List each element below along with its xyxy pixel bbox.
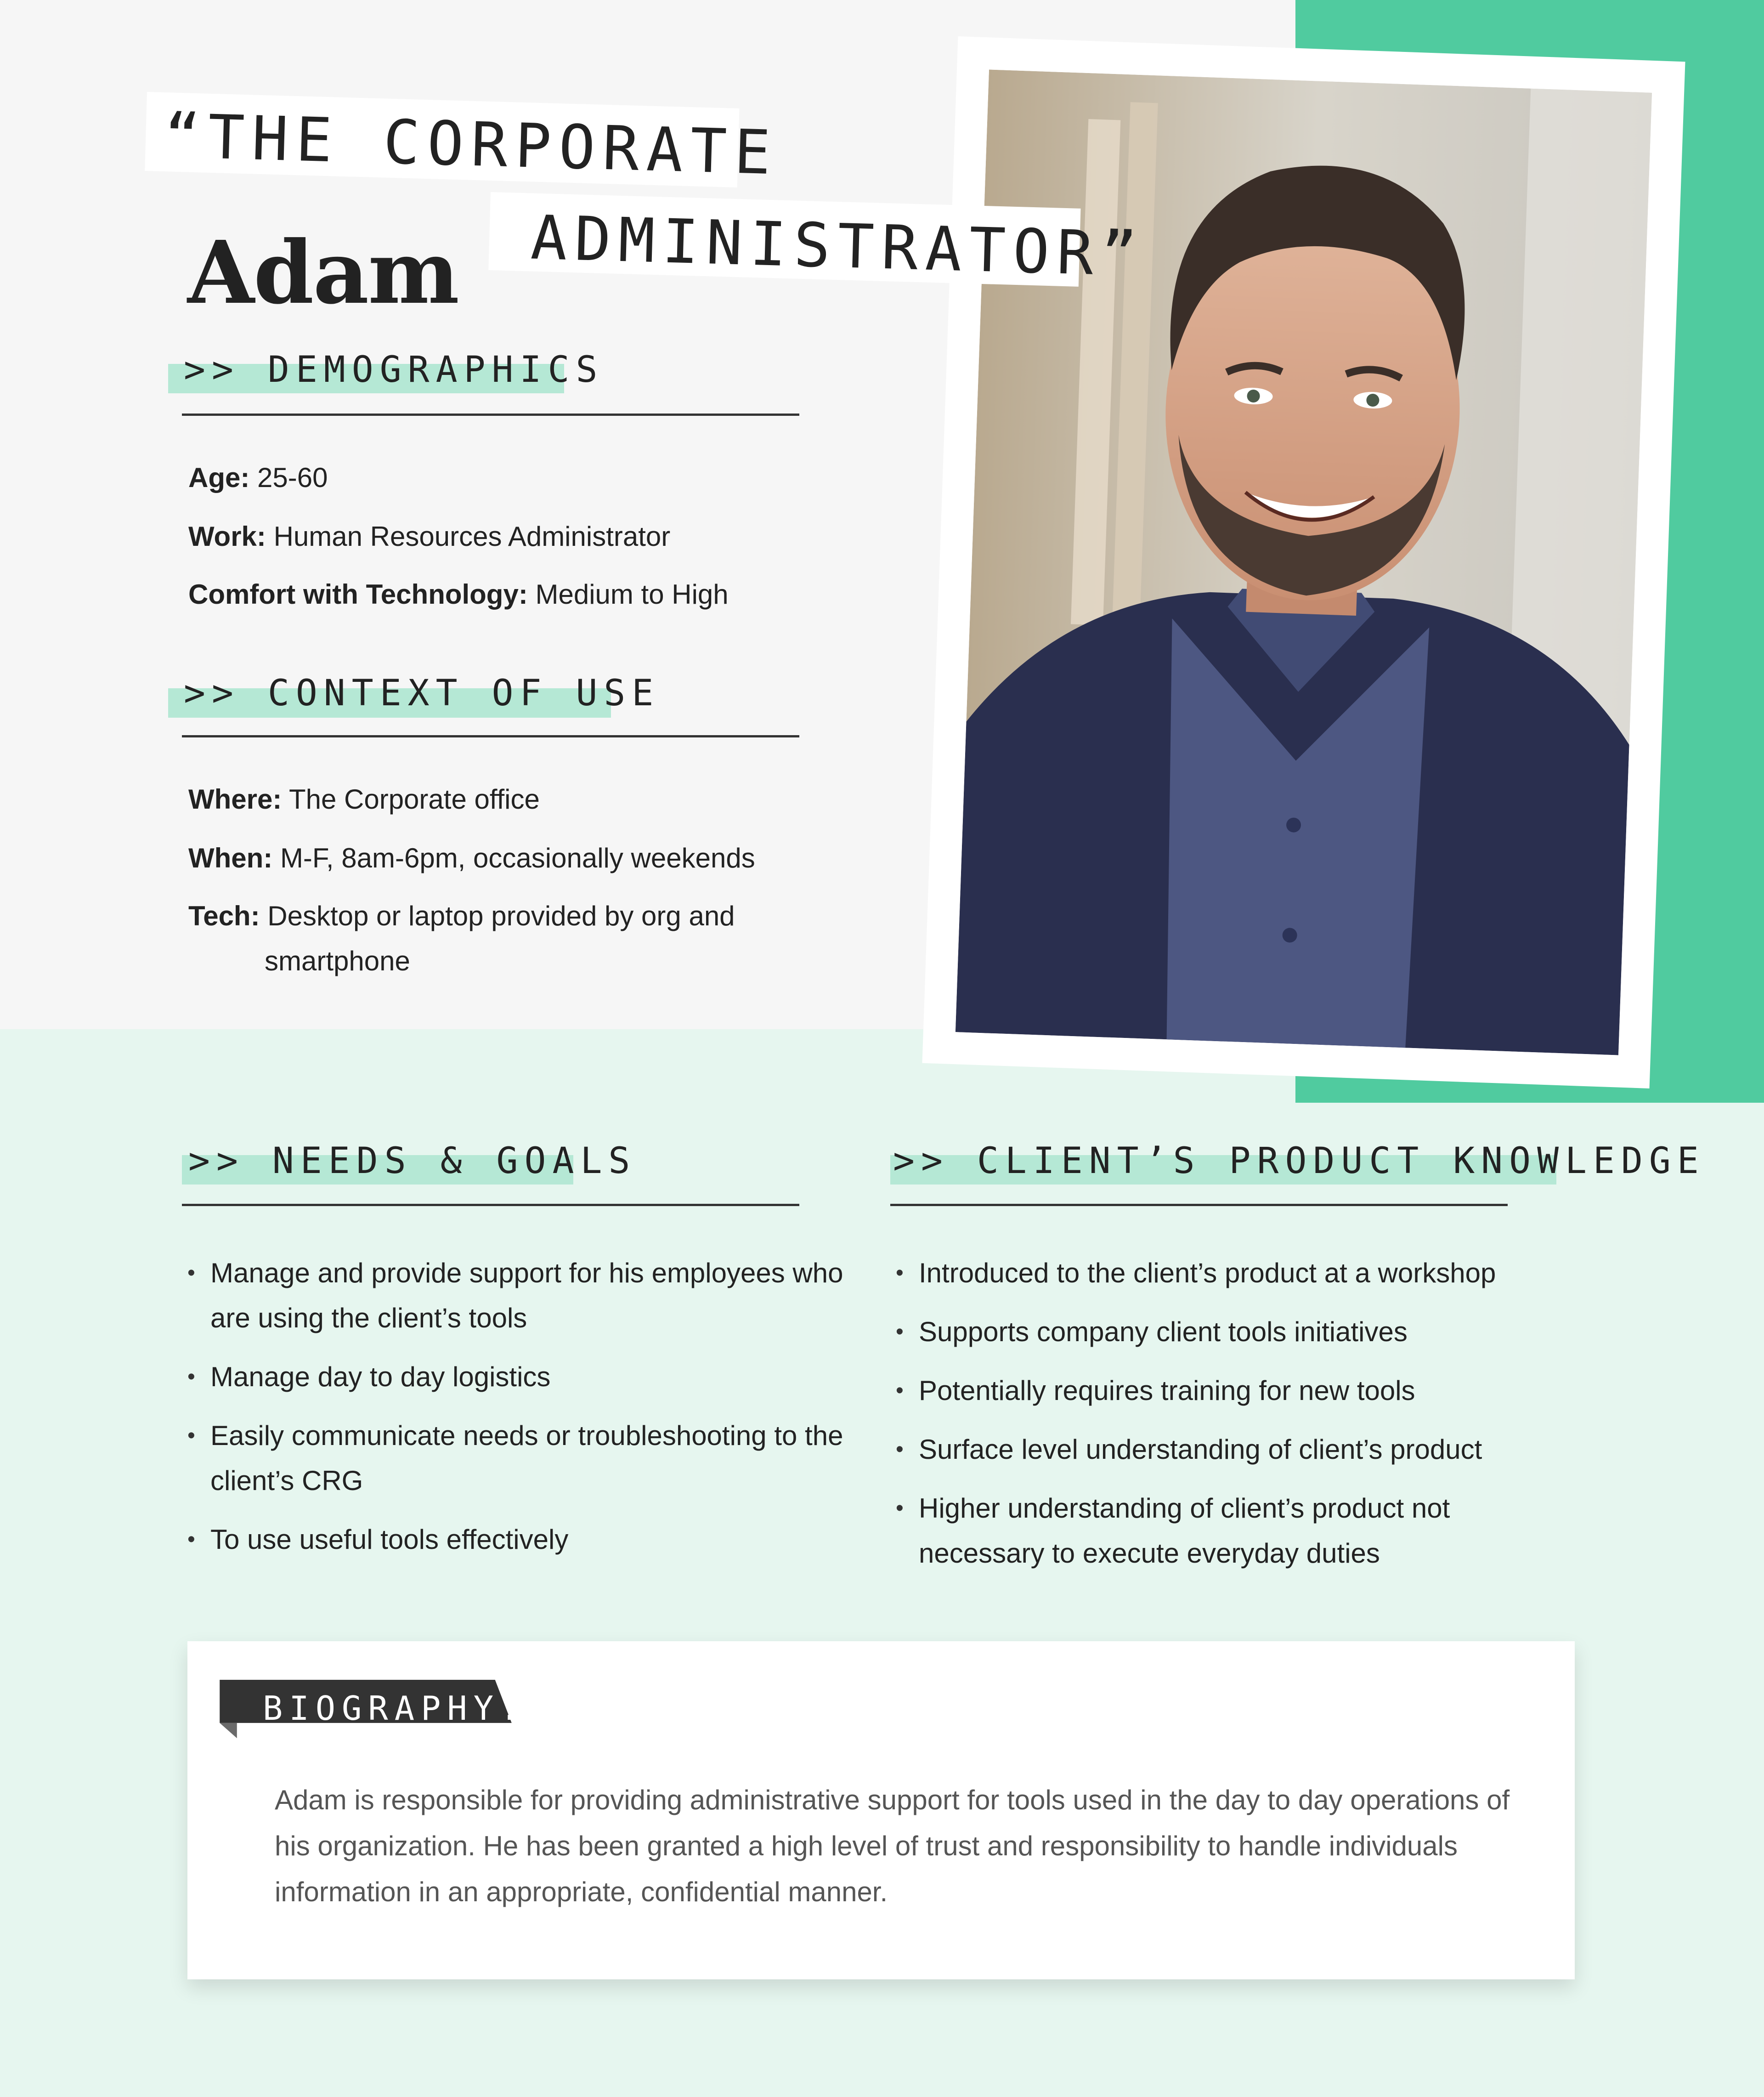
where-row [188,786,540,813]
age-value: 25-60 [257,462,328,493]
when-value: M-F, 8am-6pm, occasionally weekends [280,843,755,873]
work-row [188,523,670,550]
age-row [188,464,328,492]
demographics-heading: >> DEMOGRAPHICS [184,349,604,391]
quote-line-1: “THE CORPORATE [163,101,779,189]
knowledge-heading: >> CLIENT’S PRODUCT KNOWLEDGE [893,1140,1705,1182]
comfort-value: Medium to High [535,579,729,610]
work-value: Human Resources Administrator [273,521,671,552]
biography-label: BIOGRAPHY: [263,1689,526,1728]
needs-item: • Manage and provide support for his employees who are using the client’s tools [187,1251,867,1341]
where-value: The Corporate office [288,784,540,815]
tech-value: Desktop or laptop provided by org and [267,901,735,931]
knowledge-item: • Surface level understanding of client’s product [896,1427,1539,1472]
context-divider [182,735,799,737]
needs-list [187,1251,867,1576]
when-row [188,844,755,872]
needs-item: • Easily communicate needs or troubleshooting to the client’s CRG [187,1413,867,1503]
needs-heading: >> NEEDS & GOALS [188,1140,637,1182]
knowledge-item: • Potentially requires training for new tools [896,1368,1539,1413]
context-heading: >> CONTEXT OF USE [184,673,660,714]
quote-line-2: ADMINISTRATOR” [530,202,1146,290]
needs-divider [182,1204,799,1206]
needs-item: • Manage day to day logistics [187,1355,867,1400]
comfort-row [188,581,729,608]
tech-label: Tech: [188,901,260,931]
biography-text: Adam is responsible for providing administrative support for tools used in the day to day operations of his organization. He has been granted a high level of trust and responsibility to handle individuals information in an appropriate, confidential manner. [275,1785,1510,1907]
persona-photo-frame [922,36,1685,1088]
knowledge-item: • Higher understanding of client’s product not necessary to execute everyday duties [896,1486,1539,1576]
persona-name: Adam [187,222,459,323]
needs-item: • To use useful tools effectively [187,1517,867,1562]
demographics-divider [182,414,799,416]
knowledge-list [896,1251,1539,1590]
knowledge-item: • Introduced to the client’s product at a workshop [896,1251,1539,1296]
knowledge-item: • Supports company client tools initiatives [896,1309,1539,1355]
tech-value-continued: smartphone [265,946,410,976]
knowledge-divider [890,1204,1508,1206]
when-label: When: [188,843,273,873]
where-label: Where: [188,784,282,815]
age-label: Age: [188,462,250,493]
tech-row [188,902,735,930]
quote-tag-line-1 [145,92,779,189]
quote-tag-line-2 [488,192,1146,290]
comfort-label: Comfort with Technology: [188,579,528,610]
work-label: Work: [188,521,266,552]
